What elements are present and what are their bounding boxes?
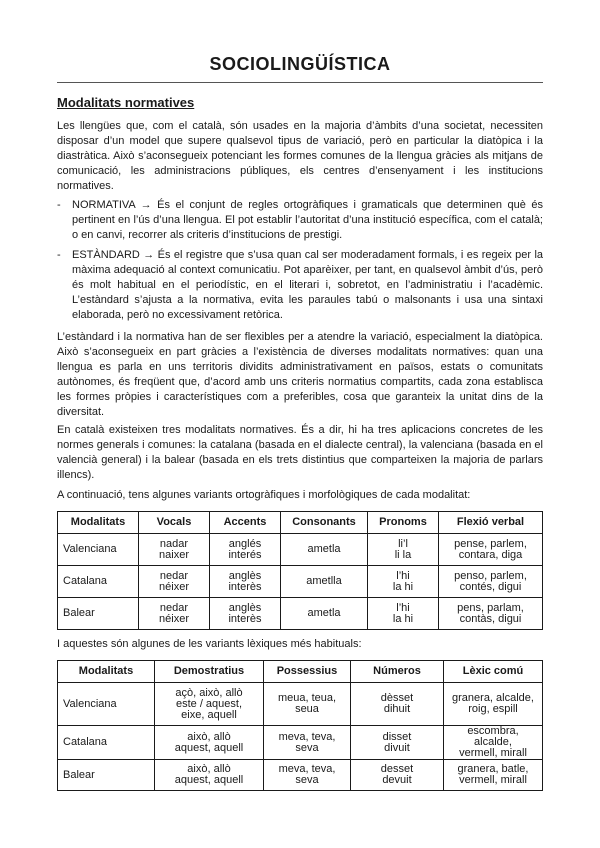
bullet-dash: -: [57, 249, 61, 261]
title-divider: [57, 82, 543, 83]
table-row: [58, 726, 543, 760]
bullet-dash: -: [57, 199, 61, 211]
column-header: Lèxic comú: [444, 661, 543, 683]
table-cell: pens, parlam, contàs, digui: [439, 598, 543, 630]
table-cell: Catalana: [58, 566, 139, 598]
column-header: Demostratius: [155, 661, 264, 683]
column-header: Flexió verbal: [439, 512, 543, 534]
table-cell: ametla: [281, 534, 368, 566]
intro-paragraph: Les llengües que, com el català, són usades en la majoria d’àmbits d’una societat, necessiten disposar d’un model que supere qualsevol tipus de variació, però en particular la diatòpica i la diastràtica. Això s’aconsegueix potenciant les formes comunes de la llengua gràcies als mitjans de comunicació, les administracions públiques, els centres d’ensenyament i les institucions normatives.: [57, 120, 543, 192]
table-cell: meva, teva, seva: [264, 760, 351, 791]
three-modalities-paragraph: En català existeixen tres modalitats normatives. És a dir, hi ha tres aplicacions concretes de les normes generals i comunes: la catalana (basada en el dialecte central), la valenciana (basada en el valencià general) i la balear (basada en els trets distintius que comparteixen la majoria de parlars illencs).: [57, 424, 543, 481]
table-row: [58, 760, 543, 791]
table-cell: l’hi la hi: [368, 566, 439, 598]
table-cell: Valenciana: [58, 534, 139, 566]
bullet-text: NORMATIVA → És el conjunt de regles ortogràfiques i gramaticals que determinen què és pertinent en l’ús d’una llengua. El pot establir l’autoritat d’una institució específica, com el català; o en canvi, recorrer als criteris d’institucions de prestigi.: [72, 199, 543, 241]
table-header-row: [58, 512, 543, 534]
table-cell: granera, batle, vermell, mirall: [444, 760, 543, 791]
table-cell: ametla: [281, 598, 368, 630]
table-cell: nadar naixer: [139, 534, 210, 566]
table-cell: meva, teva, seva: [264, 726, 351, 760]
table-cell: desset devuit: [351, 760, 444, 791]
table-cell: anglés interés: [210, 534, 281, 566]
table-cell: nedar néixer: [139, 598, 210, 630]
table-cell: meua, teua, seua: [264, 683, 351, 726]
column-header: Vocals: [139, 512, 210, 534]
table-header-row: [58, 661, 543, 683]
table-row: [58, 534, 543, 566]
table-cell: això, allò aquest, aquell: [155, 726, 264, 760]
table-cell: li’l li la: [368, 534, 439, 566]
table2-intro: I aquestes són algunes de les variants lèxiques més habituals:: [57, 638, 362, 650]
table-cell: pense, parlem, contara, diga: [439, 534, 543, 566]
table-row: [58, 598, 543, 630]
section-heading: Modalitats normatives: [57, 95, 195, 110]
column-header: Possessius: [264, 661, 351, 683]
table-cell: disset divuit: [351, 726, 444, 760]
table1-intro: A continuació, tens algunes variants ortogràfiques i morfològiques de cada modalitat:: [57, 489, 471, 501]
table-cell: penso, parlem, contés, digui: [439, 566, 543, 598]
column-header: Modalitats: [58, 512, 139, 534]
table-row: [58, 683, 543, 726]
table-cell: Catalana: [58, 726, 155, 760]
table-cell: nedar néixer: [139, 566, 210, 598]
page-title: SOCIOLINGÜÍSTICA: [209, 54, 391, 74]
table-cell: Valenciana: [58, 683, 155, 726]
orthographic-variants-table: [57, 511, 543, 630]
table-cell: ametlla: [281, 566, 368, 598]
bullet-normativa: [57, 198, 543, 243]
table-cell: anglès interès: [210, 566, 281, 598]
table-cell: granera, alcalde, roig, espill: [444, 683, 543, 726]
bullet-estandard: [57, 248, 543, 323]
table-cell: Balear: [58, 598, 139, 630]
table-cell: açò, això, allò este / aquest, eixe, aquell: [155, 683, 264, 726]
table-cell: Balear: [58, 760, 155, 791]
column-header: Modalitats: [58, 661, 155, 683]
table-cell: això, allò aquest, aquell: [155, 760, 264, 791]
column-header: Accents: [210, 512, 281, 534]
table-row: [58, 566, 543, 598]
table-cell: dèsset dihuit: [351, 683, 444, 726]
bullet-text: ESTÀNDARD → És el registre que s’usa quan cal ser moderadament formals, i es regeix per la màxima adequació al context comunicatiu. Pot aparèixer, per tant, en qualsevol àmbit d’ús, però és molt habitual en el periodístic, en el literari i, sobretot, en l’administratiu i l’acadèmic. L’estàndard s’ajusta a la normativa, evita les paraules tabú o malsonants i usa una sintaxi elaborada, però no excessivament retòrica.: [72, 249, 543, 321]
column-header: Pronoms: [368, 512, 439, 534]
lexical-variants-table: [57, 660, 543, 791]
table-cell: escombra, alcalde, vermell, mirall: [444, 726, 543, 760]
table-cell: anglès interès: [210, 598, 281, 630]
column-header: Números: [351, 661, 444, 683]
flexibility-paragraph: L’estàndard i la normativa han de ser flexibles per a atendre la variació, especialment la diatòpica. Això s’aconsegueix en part gràcies a l’existència de diverses modalitats normatives: quan una llengua es parla en uns territoris dividits administrativament en països, estats o comunitats autònomes, és freqüent que, d’acord amb uns criteris normatius compartits, cada zona establisca les formes pròpies i característiques com a preferibles, cosa que garanteix la unitat dins de la diversitat.: [57, 331, 543, 418]
table-cell: l’hi la hi: [368, 598, 439, 630]
column-header: Consonants: [281, 512, 368, 534]
